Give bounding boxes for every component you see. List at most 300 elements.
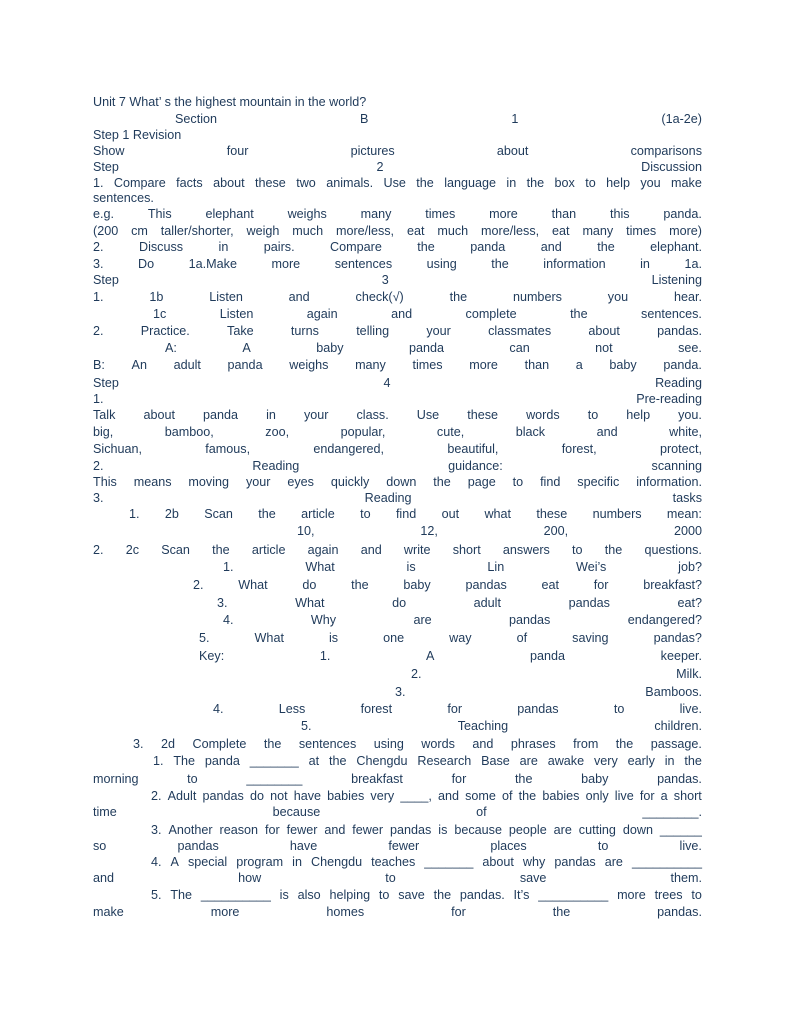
text-line <box>411 666 702 683</box>
word: Step <box>93 273 119 287</box>
word: big, <box>93 425 114 439</box>
word: quickly <box>330 475 370 489</box>
word: A: <box>165 341 177 355</box>
word: these <box>255 176 286 190</box>
word: Section <box>175 112 218 126</box>
word: Talk <box>93 408 116 422</box>
word: them. <box>670 871 702 885</box>
word: 12, <box>420 524 438 538</box>
word: 1a.Make <box>188 257 237 271</box>
word: keeper. <box>660 649 702 663</box>
word: in <box>664 754 675 768</box>
text-line <box>199 630 702 647</box>
text-line <box>153 753 702 770</box>
word: pandas. <box>657 905 702 919</box>
word: special <box>187 855 228 869</box>
word: 3. <box>217 596 228 610</box>
text-line <box>93 804 702 821</box>
word: __________ <box>538 888 609 902</box>
word: article <box>301 507 335 521</box>
word: much <box>437 224 469 238</box>
word: pandas <box>390 823 432 837</box>
word: 2b <box>164 507 179 521</box>
word: 4 <box>383 376 391 390</box>
word: is <box>279 888 289 902</box>
word: baby <box>609 358 637 372</box>
word: times <box>412 358 443 372</box>
word: 2. <box>151 789 162 803</box>
word: white, <box>669 425 702 439</box>
word: numbers <box>592 507 642 521</box>
word: to <box>572 543 583 557</box>
word: page <box>467 475 496 489</box>
word: for <box>639 789 655 803</box>
word: Base <box>481 754 510 768</box>
text-line <box>129 506 702 523</box>
word: again <box>307 543 339 557</box>
word: Adult <box>167 789 197 803</box>
text-line <box>93 424 702 441</box>
word: Bamboos. <box>645 685 702 699</box>
word: passage. <box>650 737 702 751</box>
word: and <box>472 737 494 751</box>
word: live. <box>679 702 702 716</box>
word: the <box>491 257 509 271</box>
word: complete <box>465 307 517 321</box>
word: more/less, <box>335 224 395 238</box>
word: live. <box>679 839 702 853</box>
word: and <box>596 425 618 439</box>
word: help <box>626 408 651 422</box>
word: more <box>271 257 301 271</box>
word: sentences. <box>641 307 702 321</box>
word: means <box>133 475 172 489</box>
word: panda <box>204 754 240 768</box>
word: babies <box>542 789 580 803</box>
word: than <box>524 358 550 372</box>
word: information. <box>636 475 702 489</box>
word: language <box>444 176 497 190</box>
word: 2000 <box>673 524 702 538</box>
word: and <box>93 871 115 885</box>
text-line <box>151 887 702 904</box>
word: 4. <box>151 855 162 869</box>
word: pandas <box>202 789 244 803</box>
word: 3 <box>381 273 389 287</box>
word: Compare <box>330 240 382 254</box>
text-line <box>199 648 702 665</box>
word: weigh <box>246 224 280 238</box>
word: the <box>212 543 230 557</box>
word: your <box>426 324 451 338</box>
text-line <box>93 127 702 144</box>
word: the <box>552 905 571 919</box>
word: more <box>489 207 518 221</box>
word: the <box>684 754 702 768</box>
word: more/less, <box>481 224 540 238</box>
word: A <box>425 649 435 663</box>
word: baby <box>581 772 609 786</box>
word: cute, <box>436 425 465 439</box>
text-line <box>93 159 702 176</box>
word: to <box>613 702 625 716</box>
text-line <box>93 323 702 340</box>
word: Reading <box>655 376 702 390</box>
word: about <box>496 144 529 158</box>
word: 5. <box>151 888 162 902</box>
text-line <box>93 239 702 256</box>
word: ____, <box>400 789 432 803</box>
word: for <box>264 823 280 837</box>
word: pictures <box>350 144 395 158</box>
text-line <box>151 822 702 839</box>
word: Reading <box>252 459 300 473</box>
word: out <box>441 507 460 521</box>
word: beautiful, <box>447 442 499 456</box>
word: Use <box>383 176 406 190</box>
word: for <box>451 905 466 919</box>
word: and <box>360 543 382 557</box>
word: in <box>292 855 302 869</box>
word: Step <box>93 160 119 174</box>
word: moving <box>188 475 230 489</box>
word: 3. <box>133 737 144 751</box>
word: eat <box>541 578 560 592</box>
word: the <box>570 307 588 321</box>
word: more <box>210 905 240 919</box>
word: bamboo, <box>164 425 214 439</box>
word: 5. <box>301 719 312 733</box>
word: pandas. <box>657 772 702 786</box>
word: the <box>433 888 452 902</box>
word: specific <box>577 475 620 489</box>
word: how <box>238 871 262 885</box>
word: 1b <box>149 290 164 304</box>
text-line <box>193 577 702 594</box>
word: famous, <box>205 442 251 456</box>
word: _______ <box>249 754 299 768</box>
word: because <box>454 823 502 837</box>
word: to <box>587 408 599 422</box>
word: 3. <box>395 685 406 699</box>
word: Sichuan, <box>93 442 143 456</box>
word: forest <box>360 702 393 716</box>
word: 5. <box>199 631 210 645</box>
word: 1. <box>319 649 331 663</box>
word: pandas <box>509 613 551 627</box>
word: comparisons <box>630 144 702 158</box>
word: Scan <box>161 543 190 557</box>
word: What <box>295 596 325 610</box>
word: animals. <box>326 176 374 190</box>
word: adult <box>473 596 501 610</box>
word: B: <box>93 358 105 372</box>
word: Listen <box>209 290 243 304</box>
word: the <box>449 290 468 304</box>
word: panda <box>470 240 506 254</box>
word: in <box>506 176 517 190</box>
word: to <box>597 839 609 853</box>
word: the <box>514 772 533 786</box>
text-line <box>93 771 702 788</box>
word: many <box>360 207 392 221</box>
word: children. <box>654 719 702 733</box>
word: to <box>378 888 390 902</box>
word: Wei’s <box>576 560 607 574</box>
word: save <box>519 871 547 885</box>
text-line <box>93 190 702 207</box>
word: weighs <box>289 358 329 372</box>
text-line <box>151 854 702 871</box>
word: panda <box>530 649 566 663</box>
word: down <box>386 475 417 489</box>
word: to <box>585 176 596 190</box>
word: information <box>543 257 606 271</box>
word: facts <box>176 176 203 190</box>
word: in <box>218 240 229 254</box>
word: 1. <box>129 507 140 521</box>
word: tasks <box>672 491 702 505</box>
word: to <box>187 772 198 786</box>
word: eyes <box>287 475 314 489</box>
word: endangered, <box>313 442 385 456</box>
word: Show <box>93 144 125 158</box>
word: scanning <box>651 459 702 473</box>
word: than <box>551 207 577 221</box>
word: down <box>622 823 653 837</box>
word: classmates <box>488 324 552 338</box>
word: black <box>515 425 546 439</box>
word: baby <box>316 341 344 355</box>
word: these <box>536 507 568 521</box>
word: guidance: <box>448 459 503 473</box>
word: also <box>297 888 321 902</box>
word: It’s <box>513 888 530 902</box>
word: more <box>469 358 498 372</box>
word: do <box>249 789 264 803</box>
word: The <box>170 888 193 902</box>
word: mean: <box>666 507 702 521</box>
text-line <box>153 306 702 323</box>
word: so <box>93 839 107 853</box>
word: times <box>626 224 657 238</box>
word: short <box>673 789 702 803</box>
word: what <box>484 507 512 521</box>
text-line <box>165 340 702 357</box>
word: using <box>373 737 404 751</box>
word: Use <box>416 408 440 422</box>
word: Listen <box>219 307 254 321</box>
word: of <box>502 789 513 803</box>
word: A <box>242 341 251 355</box>
word: many <box>355 358 386 372</box>
text-line <box>133 736 702 753</box>
text-line <box>223 559 702 576</box>
word: fewer <box>388 839 420 853</box>
word: 2. <box>93 324 104 338</box>
word: 10, <box>297 524 315 538</box>
word: _______ <box>424 855 474 869</box>
word: the <box>329 754 347 768</box>
word: endangered? <box>627 613 702 627</box>
word: from <box>573 737 599 751</box>
word: Research <box>417 754 472 768</box>
word: helping <box>329 888 371 902</box>
word: using <box>426 257 457 271</box>
word: cutting <box>578 823 616 837</box>
word: Compare <box>113 176 166 190</box>
word: short <box>452 543 481 557</box>
text-line <box>93 256 702 273</box>
word: make <box>93 905 124 919</box>
word: the <box>526 176 545 190</box>
word: elephant. <box>650 240 702 254</box>
word: are <box>413 613 432 627</box>
text-line <box>93 206 702 223</box>
word: 1. <box>223 560 234 574</box>
word: pairs. <box>263 240 295 254</box>
word: the <box>518 789 537 803</box>
word: in <box>266 408 276 422</box>
word: are <box>604 855 623 869</box>
word: are <box>553 823 572 837</box>
word: Do <box>138 257 155 271</box>
word: homes <box>326 905 365 919</box>
word: eat <box>406 224 425 238</box>
word: two <box>296 176 316 190</box>
word: four <box>226 144 249 158</box>
word: early <box>627 754 655 768</box>
text-line <box>93 272 702 289</box>
word: trees <box>654 888 683 902</box>
word: the <box>604 543 623 557</box>
word: 2. <box>411 667 422 681</box>
word: A <box>170 855 179 869</box>
text-line <box>93 870 702 887</box>
word: have <box>293 789 322 803</box>
text-line <box>93 838 702 855</box>
text-line <box>93 407 702 424</box>
word: eat? <box>677 596 702 610</box>
word: 2. <box>93 543 104 557</box>
word: class. <box>356 408 389 422</box>
word: 2. <box>193 578 204 592</box>
word: Reading <box>364 491 412 505</box>
word: 2d <box>160 737 175 751</box>
word: for <box>451 772 467 786</box>
word: panda <box>203 408 239 422</box>
word: find <box>540 475 561 489</box>
word: panda <box>408 341 444 355</box>
word: awake <box>547 754 585 768</box>
text-line <box>93 94 702 111</box>
text-line <box>217 595 702 612</box>
word: not <box>270 789 288 803</box>
word: and <box>288 290 310 304</box>
word: This <box>147 207 172 221</box>
text-line <box>93 441 702 458</box>
word: 2. <box>93 240 104 254</box>
word: What <box>305 560 335 574</box>
word: do <box>392 596 407 610</box>
word: to <box>360 507 371 521</box>
word: pandas. <box>657 324 702 338</box>
word: live <box>614 789 634 803</box>
word: panda. <box>663 207 702 221</box>
text-line <box>93 375 702 392</box>
word: check(√) <box>355 290 404 304</box>
word: 1 <box>511 112 519 126</box>
word: more <box>617 888 646 902</box>
word: find <box>395 507 417 521</box>
word: cm <box>131 224 148 238</box>
word: 1. <box>93 290 104 304</box>
word: Discussion <box>641 160 702 174</box>
word: your <box>303 408 329 422</box>
word: 1c <box>153 307 167 321</box>
word: forest, <box>561 442 597 456</box>
word: What <box>238 578 268 592</box>
word: Step <box>93 376 119 390</box>
word: Listening <box>651 273 702 287</box>
word: one <box>383 631 405 645</box>
word: answers <box>502 543 550 557</box>
word: to <box>691 888 702 902</box>
word: 1. <box>93 176 104 190</box>
word: the <box>433 475 451 489</box>
text-line <box>93 223 702 240</box>
word: in <box>640 257 650 271</box>
word: these <box>467 408 499 422</box>
word: have <box>289 839 318 853</box>
word: a <box>575 358 583 372</box>
word: 4. <box>223 613 234 627</box>
text-line <box>301 718 702 735</box>
word: save <box>398 888 425 902</box>
word: Why <box>310 613 337 627</box>
word: The <box>173 754 196 768</box>
word: program <box>236 855 284 869</box>
word: popular, <box>340 425 386 439</box>
text-line <box>93 490 702 507</box>
word: An <box>131 358 147 372</box>
word: words <box>526 408 560 422</box>
word: a <box>660 789 668 803</box>
word: very <box>593 754 618 768</box>
word: not <box>595 341 613 355</box>
text-line <box>93 904 702 921</box>
word: pandas? <box>653 631 702 645</box>
word: 2 <box>376 160 384 174</box>
word: saving <box>572 631 609 645</box>
word: can <box>509 341 530 355</box>
word: Unit 7 What’ s the highest mountain in the world? <box>93 95 367 109</box>
word: Discuss <box>138 240 184 254</box>
word: times <box>425 207 456 221</box>
text-line <box>93 474 702 491</box>
word: is <box>328 631 339 645</box>
word: breakfast <box>351 772 403 786</box>
word: your <box>245 475 271 489</box>
word: time <box>93 805 117 819</box>
word: zoo, <box>265 425 290 439</box>
word: much <box>292 224 324 238</box>
word: you. <box>678 408 702 422</box>
word: panda <box>227 358 263 372</box>
word: is <box>406 560 416 574</box>
word: Take <box>227 324 254 338</box>
word: hear. <box>673 290 702 304</box>
